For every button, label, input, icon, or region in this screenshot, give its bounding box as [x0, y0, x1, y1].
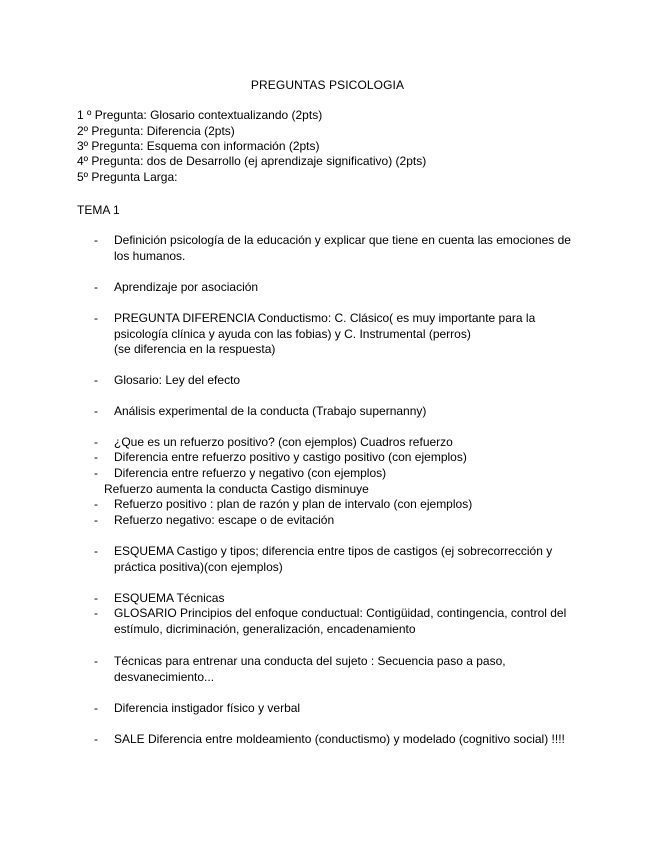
list-item-text: SALE Diferencia entre moldeamiento (conductismo) y modelado (cognitivo social) !!!! [114, 732, 565, 746]
list-item-text: Diferencia entre refuerzo positivo y castigo positivo (con ejemplos) [114, 450, 467, 464]
bullet-dash: - [94, 435, 98, 449]
bullet-dash: - [94, 591, 98, 605]
list-item [94, 466, 574, 482]
list-item-text: Técnicas para entrenar una conducta del sujeto : Secuencia paso a paso, desvanecimiento... [114, 654, 506, 684]
bullet-dash: - [94, 404, 98, 418]
bullet-dash: - [94, 701, 98, 715]
list-item [94, 732, 574, 748]
list-item [94, 233, 574, 264]
list-item [94, 497, 574, 513]
list-item [94, 280, 574, 296]
list-item-text: ESQUEMA Castigo y tipos; diferencia entre tipos de castigos (ej sobrecorrección y práctica positiva)(con ejemplos) [114, 544, 553, 574]
list-item-text: GLOSARIO Principios del enfoque conductual: Contigüidad, contingencia, control del estímulo, dicriminación, generalización, encadenamiento [114, 606, 567, 636]
bullet-dash: - [94, 466, 98, 480]
document-title: PREGUNTAS PSICOLOGIA [250, 78, 405, 92]
list-item [94, 513, 574, 529]
bullet-dash: - [94, 606, 98, 620]
bullet-dash: - [94, 233, 98, 247]
list-item-text: ESQUEMA Técnicas [114, 591, 225, 605]
list-item [94, 701, 574, 717]
list-item-text: Definición psicología de la educación y explicar que tiene en cuenta las emociones de los humanos. [114, 233, 571, 263]
list-item-text: Refuerzo positivo : plan de razón y plan de intervalo (con ejemplos) [114, 497, 473, 511]
bullet-dash: - [94, 497, 98, 511]
list-item-text: Glosario: Ley del efecto [114, 373, 241, 387]
list-item [94, 373, 574, 389]
bullet-dash: - [94, 544, 98, 558]
list-item-text: Diferencia entre refuerzo y negativo (con ejemplos) [114, 466, 387, 480]
list-item-text: Aprendizaje por asociación [114, 280, 259, 294]
bullet-dash: - [94, 513, 98, 527]
bullet-dash: - [94, 654, 98, 668]
question-4: 4º Pregunta: dos de Desarrollo (ej aprendizaje significativo) (2pts) [77, 154, 427, 168]
question-1: 1 º Pregunta: Glosario contextualizando (2pts) [77, 108, 323, 122]
list-item-text: PREGUNTA DIFERENCIA Conductismo: C. Clásico( es muy importante para la psicología clínica y ayuda con las fobias) y C. Instrumental (perros) [114, 311, 536, 341]
list-item [94, 544, 564, 575]
list-item [94, 404, 574, 420]
list-item [94, 450, 574, 466]
list-item-text: Diferencia instigador físico y verbal [114, 701, 301, 715]
list-item-text: Análisis experimental de la conducta (Trabajo supernanny) [114, 404, 427, 418]
bullet-dash: - [94, 280, 98, 294]
list-item [94, 654, 524, 685]
bullet-dash: - [94, 373, 98, 387]
bullet-dash: - [94, 450, 98, 464]
list-item-text: Refuerzo negativo: escape o de evitación [114, 513, 335, 527]
list-item-note: (se diferencia en la respuesta) [114, 342, 276, 356]
bullet-dash: - [94, 311, 98, 325]
list-item [94, 311, 554, 342]
list-item [94, 606, 569, 637]
topic-heading: TEMA 1 [77, 203, 120, 217]
question-3: 3º Pregunta: Esquema con información (2pts) [77, 139, 320, 153]
list-item [94, 435, 574, 451]
question-5: 5º Pregunta Larga: [77, 170, 178, 184]
bullet-dash: - [94, 732, 98, 746]
list-item-text: ¿Que es un refuerzo positivo? (con ejemplos) Cuadros refuerzo [114, 435, 453, 449]
question-2: 2º Pregunta: Diferencia (2pts) [77, 124, 235, 138]
list-item [94, 591, 574, 607]
note-line: Refuerzo aumenta la conducta Castigo disminuye [104, 482, 369, 496]
